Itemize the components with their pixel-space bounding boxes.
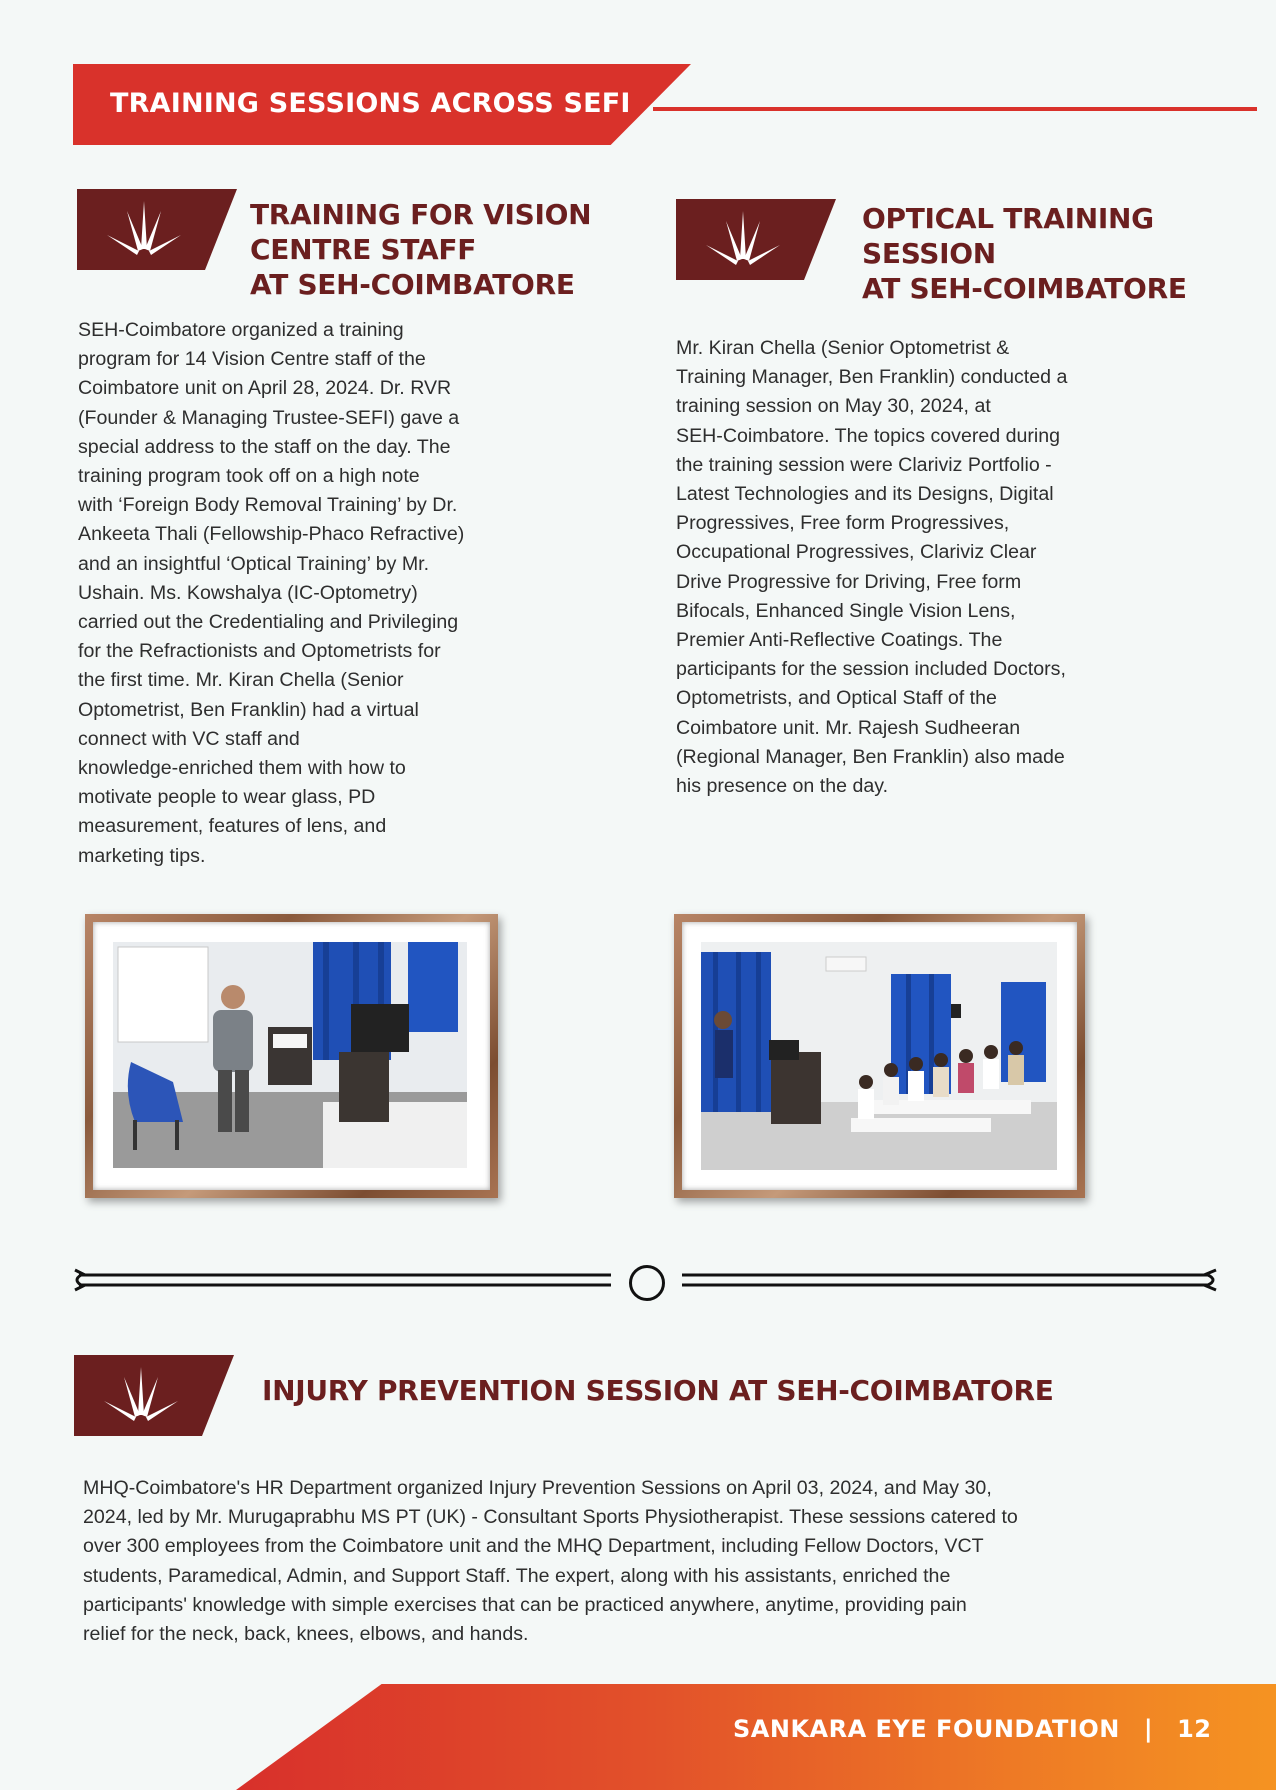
body-line: (Regional Manager, Ben Franklin) also made	[676, 745, 1065, 768]
body-line: motivate people to wear glass, PD	[78, 786, 376, 809]
heading-line: TRAINING FOR VISION	[250, 198, 592, 231]
body-line: and an insightful ‘Optical Training’ by Mr.	[78, 552, 430, 575]
banner-title: TRAINING SESSIONS ACROSS SEFI	[110, 88, 631, 119]
injury-body	[83, 1474, 1018, 1649]
sparkle-icon	[99, 199, 189, 259]
training-photo-speaker	[113, 942, 467, 1168]
body-line: MHQ-Coimbatore's HR Department organized Injury Prevention Sessions on April 03, 2024, and May 30,	[83, 1477, 992, 1499]
body-line: carried out the Credentialing and Privileging	[78, 611, 459, 634]
footer	[733, 1709, 1212, 1749]
body-line: Latest Technologies and its Designs, Digital	[676, 483, 1054, 506]
banner-rule	[653, 107, 1257, 111]
body-line: Optometrists, and Optical Staff of the	[676, 687, 997, 710]
body-line: special address to the staff on the day. The	[78, 435, 451, 458]
section-icon-block	[74, 1355, 234, 1436]
body-line: participants' knowledge with simple exercises that can be practiced anywhere, anytime, providing pain	[83, 1593, 967, 1616]
photo-frame-vision-centre	[85, 914, 498, 1198]
sparkle-icon	[96, 1365, 186, 1425]
training-photo-audience	[701, 942, 1057, 1170]
heading-line: INJURY PREVENTION SESSION AT SEH-COIMBATORE	[262, 1374, 1054, 1407]
body-line: Optometrist, Ben Franklin) had a virtual	[78, 698, 419, 721]
body-line: Coimbatore unit. Mr. Rajesh Sudheeran	[676, 716, 1021, 739]
optical-heading	[862, 201, 1187, 306]
page-number: 12	[1177, 1715, 1212, 1743]
body-line: SEH-Coimbatore organized a training	[78, 319, 404, 341]
divider-right	[680, 1266, 1220, 1296]
body-line: Bifocals, Enhanced Single Vision Lens,	[676, 599, 1016, 622]
body-line: SEH-Coimbatore. The topics covered during	[676, 424, 1061, 447]
section-icon-block	[77, 189, 237, 270]
body-line: program for 14 Vision Centre staff of the	[78, 348, 426, 371]
heading-line: SESSION	[862, 237, 996, 270]
body-line: students, Paramedical, Admin, and Support Staff. The expert, along with his assistants, enriched the	[83, 1564, 951, 1587]
body-line: his presence on the day.	[676, 775, 889, 798]
body-line: training session on May 30, 2024, at	[676, 395, 991, 418]
body-line: Ankeeta Thali (Fellowship-Phaco Refractive)	[78, 523, 465, 546]
body-line: the first time. Mr. Kiran Chella (Senior	[78, 669, 404, 692]
body-line: the training session were Clariviz Portfolio -	[676, 453, 1052, 476]
sparkle-icon	[698, 209, 788, 269]
footer-separator: |	[1143, 1715, 1154, 1743]
body-line: 2024, led by Mr. Murugaprabhu MS PT (UK) - Consultant Sports Physiotherapist. These sessions catered to	[83, 1506, 1018, 1529]
body-line: Premier Anti-Reflective Coatings. The	[676, 629, 1003, 652]
body-line: Training Manager, Ben Franklin) conducted a	[676, 366, 1068, 389]
vision-centre-body	[78, 316, 464, 871]
body-line: marketing tips.	[78, 844, 206, 867]
vision-centre-heading	[250, 197, 591, 302]
body-line: participants for the session included Doctors,	[676, 658, 1066, 681]
optical-body	[676, 334, 1067, 801]
body-line: Occupational Progressives, Clariviz Clear	[676, 541, 1037, 564]
body-line: connect with VC staff and	[78, 727, 300, 750]
body-line: knowledge-enriched them with how to	[78, 757, 406, 780]
body-line: Coimbatore unit on April 28, 2024. Dr. RVR	[78, 377, 452, 400]
footer-org-name: SANKARA EYE FOUNDATION	[733, 1715, 1120, 1743]
body-line: (Founder & Managing Trustee-SEFI) gave a	[78, 406, 460, 429]
injury-heading	[262, 1373, 1054, 1408]
body-line: relief for the neck, back, knees, elbows, and hands.	[83, 1623, 529, 1646]
body-line: Ushain. Ms. Kowshalya (IC-Optometry)	[78, 581, 418, 604]
body-line: training program took off on a high note	[78, 465, 420, 488]
section-icon-block	[676, 199, 836, 280]
body-line: measurement, features of lens, and	[78, 815, 387, 838]
body-line: over 300 employees from the Coimbatore unit and the MHQ Department, including Fellow Doctors, VCT	[83, 1535, 984, 1558]
divider-circle	[629, 1265, 665, 1301]
heading-line: AT SEH-COIMBATORE	[862, 272, 1187, 305]
body-line: Mr. Kiran Chella (Senior Optometrist &	[676, 337, 1010, 359]
divider-left	[71, 1266, 631, 1296]
heading-line: CENTRE STAFF	[250, 233, 477, 266]
body-line: Drive Progressive for Driving, Free form	[676, 570, 1022, 593]
photo-frame-optical	[674, 914, 1085, 1198]
heading-line: OPTICAL TRAINING	[862, 202, 1154, 235]
body-line: Progressives, Free form Progressives,	[676, 512, 1010, 535]
body-line: with ‘Foreign Body Removal Training’ by Dr.	[78, 494, 458, 517]
heading-line: AT SEH-COIMBATORE	[250, 268, 575, 301]
body-line: for the Refractionists and Optometrists for	[78, 640, 441, 663]
